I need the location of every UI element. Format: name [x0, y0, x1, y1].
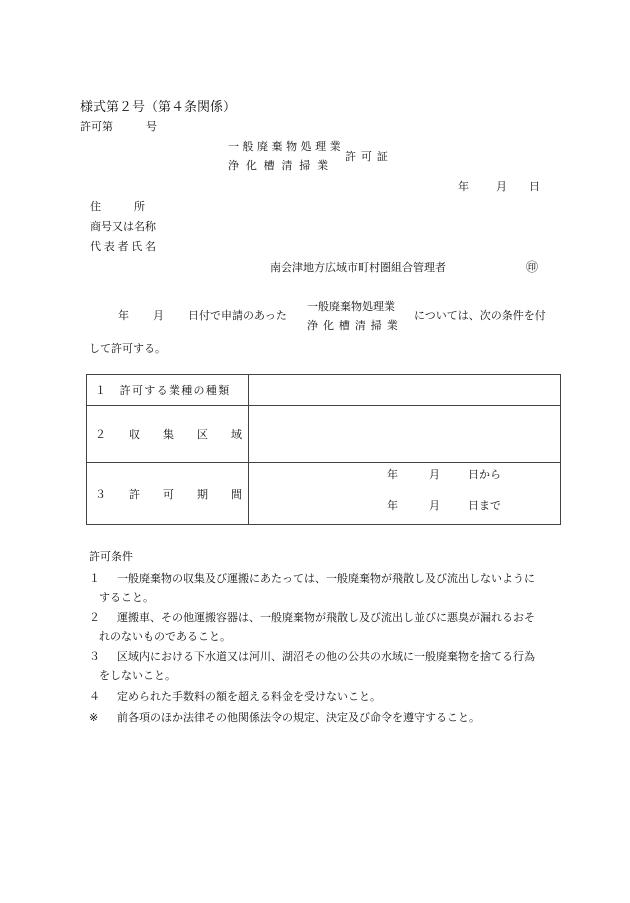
condition-item-continued: れのないものであること。 — [99, 630, 231, 643]
condition-item — [89, 570, 535, 586]
permit-period-value — [249, 463, 561, 525]
business-name-label: 商号又は名称 — [90, 220, 156, 233]
body-type-line2: 浄化槽清掃業 — [307, 319, 403, 332]
period-to — [387, 497, 517, 513]
condition-number: ３ — [89, 650, 100, 663]
condition-number: ４ — [89, 690, 100, 703]
conditions-heading: 許可条件 — [89, 550, 133, 563]
permit-period-char: 許 — [129, 487, 140, 501]
condition-item-continued: すること。 — [99, 591, 154, 604]
condition-number: ２ — [89, 611, 100, 624]
representative-label: 代表者氏名 — [90, 240, 159, 253]
seal-mark: ㊞ — [526, 260, 539, 274]
period-to-year: 年 — [387, 499, 398, 512]
body-year: 年 — [118, 309, 129, 322]
permit-period-char: 可 — [163, 487, 174, 501]
condition-text: 区域内における下水道又は河川、湖沼その他の公共の水域に一般廃棄物を捨てる行為 — [117, 650, 535, 663]
form-number: 様式第２号（第４条関係） — [80, 100, 237, 115]
condition-item-continued: をしないこと。 — [99, 669, 176, 682]
permit-period-num: ３ — [95, 487, 106, 501]
title-suffix: 許可証 — [345, 150, 393, 163]
period-from — [387, 466, 517, 482]
condition-item — [89, 709, 480, 725]
permit-period-label — [87, 463, 249, 525]
permit-details-table — [86, 374, 561, 525]
permit-number: 許可第 号 — [80, 120, 157, 133]
body-type-line1: 一般廃棄物処理業 — [307, 300, 395, 313]
collection-area-char: 区 — [197, 428, 208, 441]
table-row — [87, 406, 561, 463]
collection-area-char: 集 — [163, 428, 174, 441]
permit-period-char: 間 — [231, 487, 242, 501]
body-date-prefix: 日付で申請のあった — [188, 309, 287, 322]
collection-area-char: 収 — [129, 428, 140, 441]
body-tail: については、次の条件を付 — [414, 309, 546, 322]
condition-text: 運搬車、その他運搬容器は、一般廃棄物が飛散し及び流出し並びに悪臭が漏れるおそ — [117, 611, 535, 624]
condition-item — [89, 688, 381, 704]
condition-number: ※ — [89, 711, 99, 724]
collection-area-value — [249, 406, 561, 463]
condition-item — [89, 648, 535, 664]
table-row — [87, 375, 561, 406]
date-day: 日 — [529, 180, 540, 193]
title-line2: 浄化槽清掃業 — [228, 159, 335, 172]
business-type-value — [249, 375, 561, 406]
table-row — [87, 463, 561, 525]
condition-item — [89, 609, 535, 625]
condition-number: １ — [89, 572, 100, 585]
date-year: 年 — [458, 180, 469, 193]
period-from-month: 月 — [429, 468, 440, 481]
period-from-day: 日から — [468, 468, 501, 481]
title-line1: 一般廃棄物処理業 — [228, 140, 345, 153]
collection-area-num: ２ — [95, 428, 106, 441]
date-month: 月 — [496, 180, 507, 193]
address-label: 住 所 — [90, 200, 145, 213]
condition-text: 定められた手数料の額を超える料金を受けないこと。 — [117, 690, 381, 703]
period-to-day: 日まで — [468, 499, 501, 512]
period-to-month: 月 — [429, 499, 440, 512]
issuer-name: 南会津地方広域市町村圏組合管理者 — [270, 261, 446, 274]
body-continuation: して許可する。 — [89, 342, 166, 355]
collection-area-char: 域 — [231, 428, 242, 441]
condition-text: 一般廃棄物の収集及び運搬にあたっては、一般廃棄物が飛散し及び流出しないように — [117, 572, 535, 585]
permit-period-char: 期 — [197, 487, 208, 501]
condition-text: 前各項のほか法律その他関係法令の規定、決定及び命令を遵守すること。 — [117, 711, 480, 724]
body-month: 月 — [153, 309, 164, 322]
collection-area-label — [87, 406, 249, 463]
business-type-label-text: １ 許可する業種の種類 — [95, 384, 231, 397]
business-type-label — [87, 375, 249, 406]
period-from-year: 年 — [387, 468, 398, 481]
